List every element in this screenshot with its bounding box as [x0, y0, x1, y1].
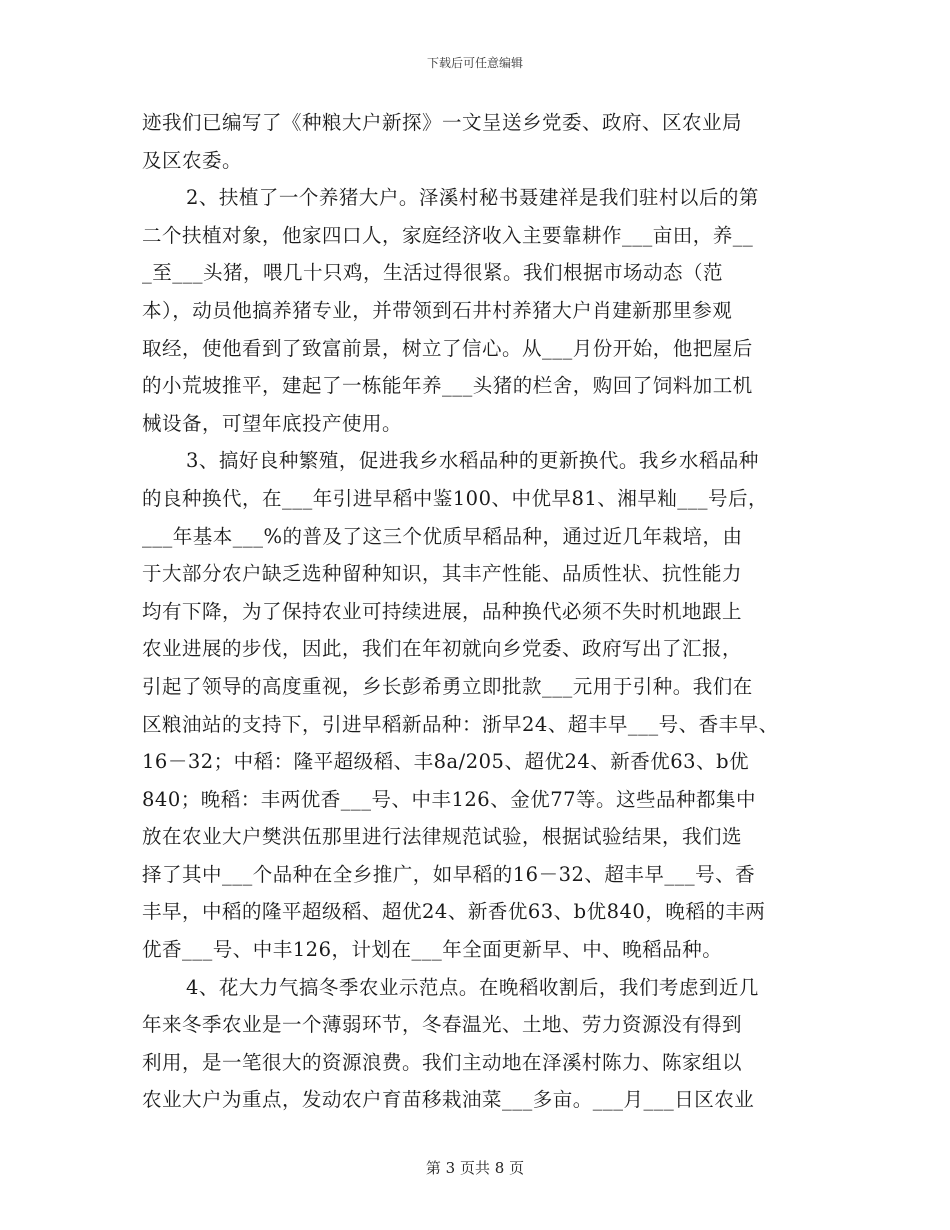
- text-line: 择了其中___个品种在全乡推广，如早稻的16－32、超丰早___号、香: [142, 862, 756, 886]
- paragraph-start-line: 4、花大力气搞冬季农业示范点。在晚稻收割后，我们考虑到近几: [186, 975, 759, 999]
- page-number: 第 3 页共 8 页: [425, 1159, 525, 1177]
- text-line: 丰早，中稻的隆平超级稻、超优24、新香优63、b优840，晚稻的丰两: [142, 900, 766, 924]
- text-line: 引起了领导的高度重视，乡长彭希勇立即批款___元用于引种。我们在: [142, 674, 753, 698]
- paragraph-start-line: 2、扶植了一个养猪大户。泽溪村秘书聂建祥是我们驻村以后的第: [186, 186, 759, 210]
- document-body: [142, 104, 822, 1119]
- text-line: 均有下降，为了保持农业可持续进展，品种换代必须不失时机地跟上: [142, 599, 743, 623]
- text-line: 械设备，可望年底投产使用。: [142, 411, 403, 435]
- text-line: 的小荒坡推平，建起了一栋能年养___头猪的栏舍，购回了饲料加工机: [142, 374, 753, 398]
- text-line: 农业进展的步伐，因此，我们在年初就向乡党委、政府写出了汇报，: [142, 637, 743, 661]
- text-line: _至___头猪，喂几十只鸡，生活过得很紧。我们根据市场动态（范: [142, 261, 724, 285]
- text-line: 放在农业大户樊洪伍那里进行法律规范试验，根据试验结果，我们选: [142, 825, 743, 849]
- text-line: 及区农委。: [142, 148, 243, 172]
- text-line: 16－32；中稻：隆平超级稻、丰8a/205、超优24、新香优63、b优: [142, 750, 750, 774]
- text-line: 840；晚稻：丰两优香___号、中丰126、金优77等。这些品种都集中: [142, 787, 757, 811]
- paragraph-start-line: 3、搞好良种繁殖，促进我乡水稻品种的更新换代。我乡水稻品种: [186, 449, 759, 473]
- text-line: 取经，使他看到了致富前景，树立了信心。从___月份开始，他把屋后: [142, 336, 753, 360]
- text-line: 优香___号、中丰126，计划在___年全面更新早、中、晚稻品种。: [142, 938, 723, 962]
- text-line: 利用，是一笔很大的资源浪费。我们主动地在泽溪村陈力、陈家组以: [142, 1050, 743, 1074]
- text-line: 农业大户为重点，发动农户育苗移栽油菜___多亩。___月___日区农业: [142, 1088, 755, 1112]
- text-line: 二个扶植对象，他家四口人，家庭经济收入主要靠耕作___亩田，养__: [142, 223, 754, 247]
- page-header: 下载后可任意编辑: [426, 56, 523, 70]
- text-line: 区粮油站的支持下，引进早稻新品种：浙早24、超丰早___号、香丰早、: [142, 712, 779, 736]
- text-line: ___年基本___%的普及了这三个优质早稻品种，通过近几年栽培，由: [142, 524, 743, 548]
- text-line: 迹我们已编写了《种粮大户新探》一文呈送乡党委、政府、区农业局: [142, 111, 743, 134]
- text-line: 于大部分农户缺乏选种留种知识，其丰产性能、品质性状、抗性能力: [142, 562, 743, 586]
- text-line: 年来冬季农业是一个薄弱环节，冬春温光、土地、劳力资源没有得到: [142, 1013, 743, 1037]
- text-line: 本），动员他搞养猪专业，并带领到石井村养猪大户肖建新那里参观: [142, 298, 733, 322]
- text-line: 的良种换代，在___年引进早稻中鉴100、中优早81、湘早籼___号后，: [142, 486, 769, 510]
